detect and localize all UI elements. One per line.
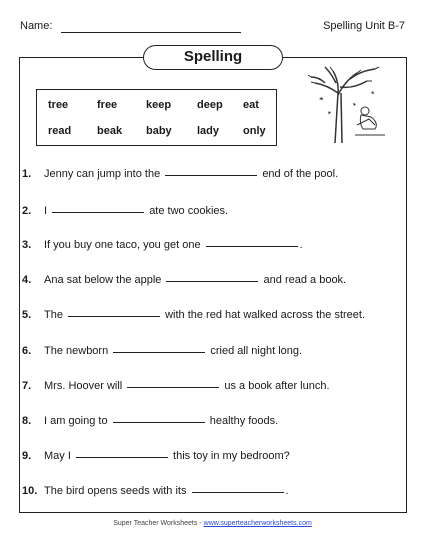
question-text-after: and read a book.	[263, 274, 347, 286]
answer-blank[interactable]	[76, 456, 168, 458]
question-8	[22, 415, 278, 427]
question-text-after: cried all night long.	[210, 345, 303, 357]
question-10	[22, 485, 289, 497]
word-bank-item: eat	[243, 99, 259, 111]
word-bank-item: only	[243, 125, 266, 137]
question-3	[22, 239, 303, 251]
question-text-before: The	[44, 309, 63, 321]
question-number: 1.	[22, 168, 32, 180]
name-label: Name:	[20, 20, 53, 32]
question-number: 9.	[22, 450, 32, 462]
page-title: Spelling	[143, 45, 283, 70]
answer-blank[interactable]	[113, 351, 205, 353]
header	[20, 20, 405, 36]
footer-brand: Super Teacher Worksheets	[113, 520, 198, 527]
footer-link[interactable]: www.superteacherworksheets.com	[203, 520, 312, 527]
question-text-before: Ana sat below the apple	[44, 274, 162, 286]
question-text-after: us a book after lunch.	[224, 380, 330, 392]
name-line[interactable]	[61, 32, 241, 33]
word-bank-item: keep	[146, 99, 172, 111]
question-text-after: this toy in my bedroom?	[173, 450, 290, 462]
question-text-after: .	[285, 485, 289, 497]
question-text-before: Jenny can jump into the	[44, 168, 161, 180]
question-text-before: The newborn	[44, 345, 109, 357]
question-number: 6.	[22, 345, 32, 357]
word-bank-item: baby	[146, 125, 172, 137]
question-text-after: .	[299, 239, 303, 251]
question-number: 4.	[22, 274, 32, 286]
question-5	[22, 309, 365, 321]
question-number: 3.	[22, 239, 32, 251]
question-text-before: If you buy one taco, you get one	[44, 239, 201, 251]
tree-reading-illustration	[305, 63, 395, 143]
question-9	[22, 450, 290, 462]
question-number: 8.	[22, 415, 32, 427]
question-6	[22, 345, 302, 357]
question-text-after: with the red hat walked across the street.	[165, 309, 366, 321]
footer	[0, 520, 425, 527]
question-number: 10.	[22, 485, 38, 497]
question-text-after: healthy foods.	[209, 415, 279, 427]
question-number: 2.	[22, 205, 32, 217]
answer-blank[interactable]	[113, 421, 205, 423]
question-text-before: I am going to	[44, 415, 108, 427]
answer-blank[interactable]	[68, 315, 160, 317]
question-number: 7.	[22, 380, 32, 392]
question-text-before: I	[44, 205, 48, 217]
question-text-after: ate two cookies.	[149, 205, 229, 217]
word-bank-item: beak	[97, 125, 123, 137]
answer-blank[interactable]	[52, 211, 144, 213]
unit-label: Spelling Unit B-7	[323, 20, 405, 32]
word-bank-item: read	[48, 125, 72, 137]
question-4	[22, 274, 346, 286]
answer-blank[interactable]	[127, 386, 219, 388]
word-bank-item: deep	[197, 99, 223, 111]
answer-blank[interactable]	[165, 174, 257, 176]
word-bank	[36, 89, 277, 146]
word-bank-item: tree	[48, 99, 69, 111]
question-7	[22, 380, 330, 392]
question-text-after: end of the pool.	[262, 168, 339, 180]
answer-blank[interactable]	[192, 491, 284, 493]
question-text-before: May I	[44, 450, 71, 462]
question-text-before: Mrs. Hoover will	[44, 380, 123, 392]
footer-separator: -	[199, 520, 202, 527]
answer-blank[interactable]	[206, 245, 298, 247]
word-bank-item: lady	[197, 125, 220, 137]
question-2	[22, 205, 228, 217]
word-bank-item: free	[97, 99, 118, 111]
question-number: 5.	[22, 309, 32, 321]
question-text-before: The bird opens seeds with its	[44, 485, 187, 497]
answer-blank[interactable]	[166, 280, 258, 282]
question-1	[22, 168, 338, 180]
